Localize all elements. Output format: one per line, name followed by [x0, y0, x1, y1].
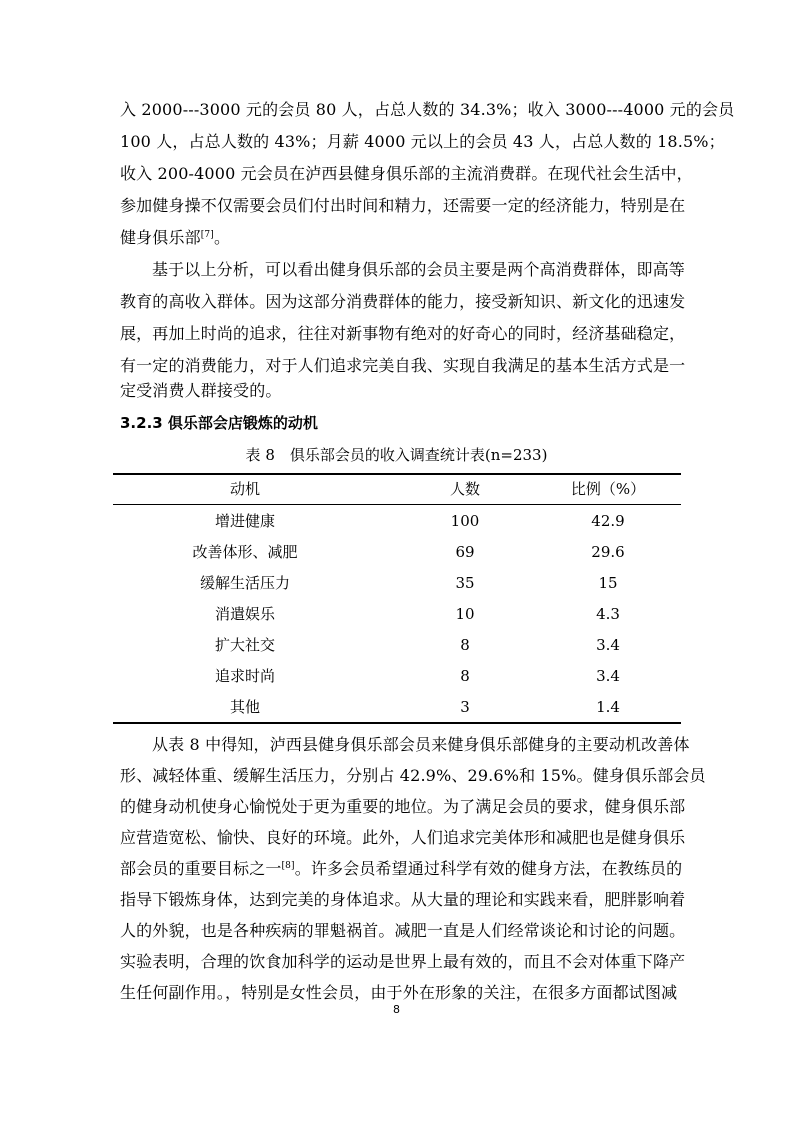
table-cell-motive: 扩大社交	[214, 636, 275, 654]
para3-line-6: 指导下锻炼身体，达到完美的身体追求。从大量的理论和实践来看，肥胖影响着	[120, 890, 686, 909]
para3-ref-pre: 部会员的重要目标之一	[120, 859, 282, 878]
table-cell-ratio: 1.4	[596, 698, 620, 716]
table-header-ratio: 比例（%）	[570, 480, 646, 498]
table-top-rule	[113, 473, 681, 475]
para3-line-7: 人的外貌，也是各种疾病的罪魁祸首。减肥一直是人们经常谈论和讨论的问题。	[120, 921, 686, 940]
table-cell-motive: 消遣娱乐	[214, 605, 275, 623]
para1-line-5-text: 健身俱乐部	[120, 228, 201, 247]
table-caption: 表 8 俱乐部会员的收入调查统计表(n=233)	[245, 446, 548, 464]
table-header-motive: 动机	[229, 480, 260, 498]
table-header-rule	[113, 504, 681, 505]
para3-ref-post: 。许多会员希望通过科学有效的健身方法，在教练员的	[294, 859, 683, 878]
para1-line-3: 收入 200-4000 元会员在泸西县健身俱乐部的主流消费群。在现代社会生活中，	[120, 164, 693, 183]
table-header-count: 人数	[449, 480, 480, 498]
table-cell-motive: 追求时尚	[214, 667, 275, 685]
para2-line-2: 教育的高收入群体。因为这部分消费群体的能力，接受新知识、新文化的迅速发	[120, 292, 686, 311]
para3-line-3: 的健身动机使身心愉悦处于更为重要的地位。为了满足会员的要求，健身俱乐部	[120, 797, 686, 816]
para2-line-1: 基于以上分析，可以看出健身俱乐部的会员主要是两个高消费群体，即高等	[152, 260, 685, 279]
table-cell-ratio: 4.3	[596, 605, 620, 623]
para3-line-2: 形、减轻体重、缓解生活压力，分别占 42.9%、29.6%和 15%。健身俱乐部会员	[120, 766, 706, 785]
para1-line-4: 参加健身操不仅需要会员们付出时间和精力，还需要一定的经济能力，特别是在	[120, 196, 686, 215]
table-cell-ratio: 3.4	[596, 667, 620, 685]
para1-line-5	[120, 228, 680, 248]
table-bottom-rule	[113, 722, 681, 724]
table-cell-ratio: 15	[598, 574, 618, 592]
table-cell-motive: 其他	[229, 698, 260, 716]
citation-7: [7]	[200, 230, 214, 240]
para2-line-5: 定受消费人群接受的。	[120, 381, 282, 400]
para1-line-1: 入 2000---3000 元的会员 80 人，占总人数的 34.3%；收入 3000---4000 元的会员	[120, 100, 735, 119]
table-cell-ratio: 42.9	[591, 512, 625, 530]
table-cell-ratio: 29.6	[591, 543, 625, 561]
table-cell-motive: 改善体形、减肥	[192, 543, 298, 561]
para1-line-2: 100 人，占总人数的 43%；月薪 4000 元以上的会员 43 人，占总人数的 18.5%；	[120, 132, 725, 151]
table-cell-count: 100	[450, 512, 480, 530]
table-cell-count: 10	[455, 605, 475, 623]
para3-line-1: 从表 8 中得知，泸西县健身俱乐部会员来健身俱乐部健身的主要动机改善体	[152, 735, 690, 754]
page-number: 8	[393, 1003, 400, 1016]
table-cell-count: 35	[455, 574, 475, 592]
para3-line-8: 实验表明，合理的饮食加科学的运动是世界上最有效的，而且不会对体重下降产	[120, 952, 686, 971]
table-cell-count: 3	[460, 698, 470, 716]
para1-end: 。	[213, 228, 231, 247]
table-cell-ratio: 3.4	[596, 636, 620, 654]
para3-line-4: 应营造宽松、愉快、良好的环境。此外，人们追求完美体形和减肥也是健身俱乐	[120, 828, 686, 847]
table-cell-motive: 缓解生活压力	[199, 574, 290, 592]
para3-line-9: 生任何副作用。，特别是女性会员，由于外在形象的关注，在很多方面都试图减	[120, 983, 678, 1002]
citation-8: [8]	[281, 861, 295, 871]
para3-line-5	[120, 859, 683, 879]
table-cell-count: 69	[455, 543, 475, 561]
table-cell-count: 8	[460, 636, 470, 654]
section-heading: 3.2.3 俱乐部会店锻炼的动机	[120, 414, 318, 432]
para2-line-3: 展，再加上时尚的追求，往往对新事物有绝对的好奇心的同时，经济基础稳定，	[120, 324, 686, 343]
table-cell-motive: 增进健康	[214, 512, 275, 530]
para2-line-4: 有一定的消费能力，对于人们追求完美自我、实现自我满足的基本生活方式是一	[120, 356, 686, 375]
table-cell-count: 8	[460, 667, 470, 685]
